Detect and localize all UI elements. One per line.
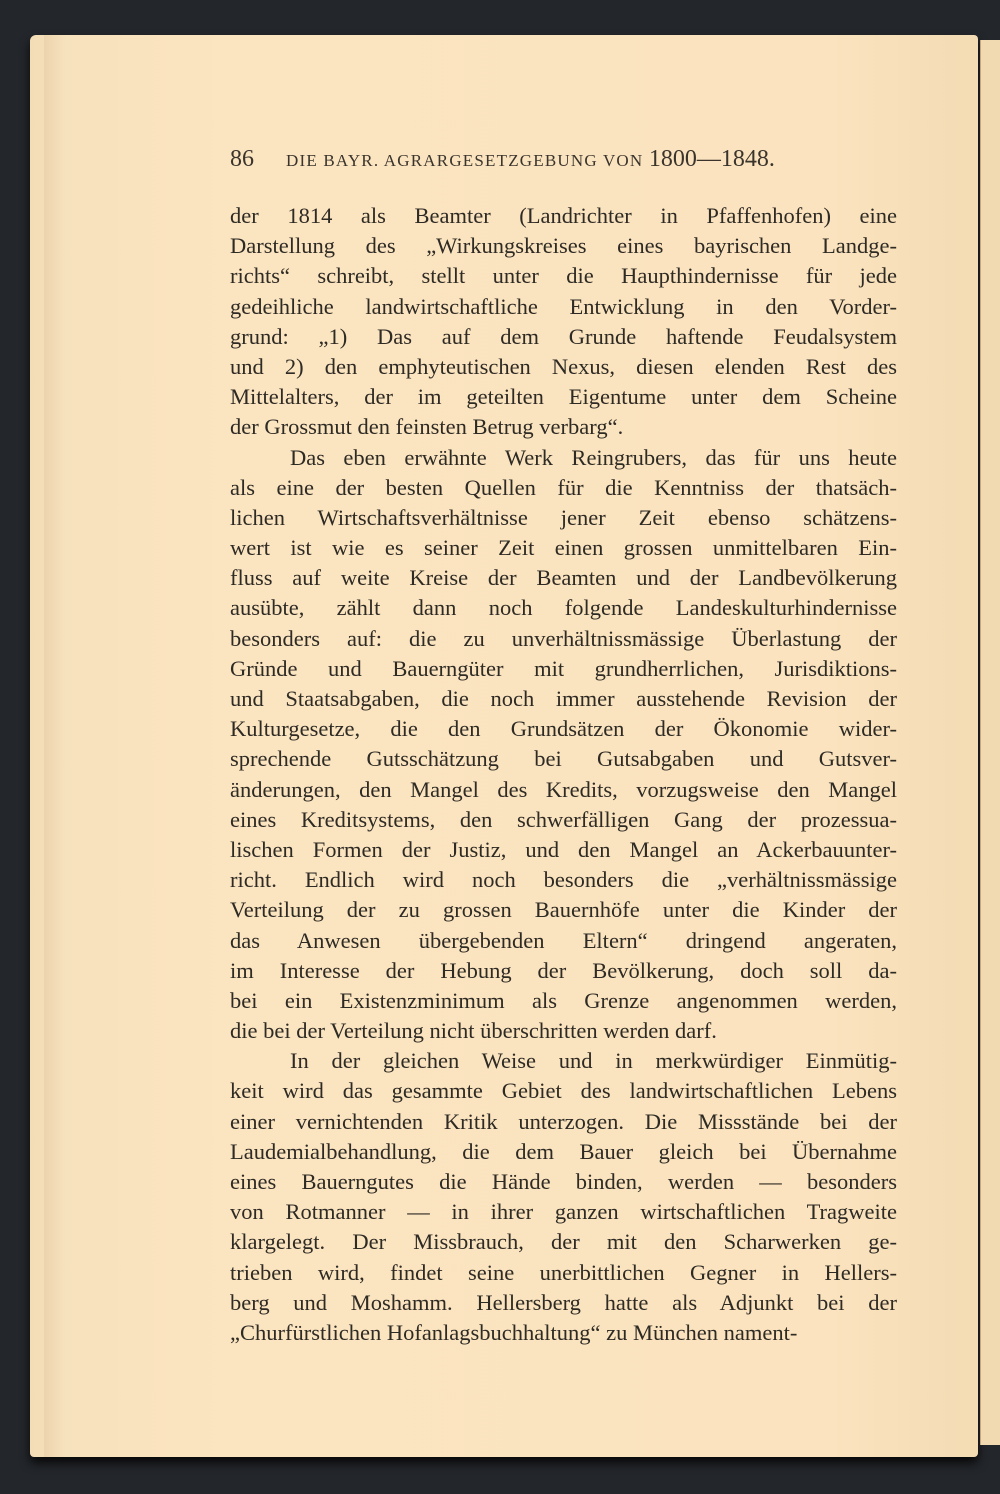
text-line: Laudemialbehandlung, die dem Bauer gleich bei Übernahme [230,1138,897,1164]
text-line: das Anwesen übergebenden Eltern“ dringend angeraten, [230,927,897,953]
text-line: In der gleichen Weise und in merkwürdiger Einmütig- [290,1048,897,1074]
text-line: der 1814 als Beamter (Landrichter in Pfaffenhofen) eine [230,203,897,228]
text-line: lischen Formen der Justiz, und den Mangel an Ackerbauunter- [230,836,897,862]
text-line: grund: „1) Das auf dem Grunde haftende Feudalsystem [230,323,897,349]
text-line: und 2) den emphyteutischen Nexus, diesen elenden Rest des [230,353,897,379]
running-title-text: DIE BAYR. AGRARGESETZGEBUNG VON [286,151,644,170]
text-line: Darstellung des „Wirkungskreises eines bayrischen Landge- [230,233,897,259]
page-number: 86 [230,146,254,172]
text-line: Kulturgesetze, die den Grundsätzen der Ökonomie wider- [230,716,897,742]
text-line: eines Bauerngutes die Hände binden, werden — besonders [230,1169,897,1194]
text-line: einer vernichtenden Kritik unterzogen. Die Missstände bei der [230,1108,897,1134]
text-line: richts“ schreibt, stellt unter die Haupthindernisse für jede [230,263,897,289]
text-line: eines Kreditsystems, den schwerfälligen Gang der prozessua- [230,806,897,832]
running-title [286,146,775,172]
text-line: als eine der besten Quellen für die Kenntniss der thatsäch- [230,474,897,500]
text-line: ausübte, zählt dann noch folgende Landeskulturhindernisse [230,595,897,621]
text-line: Das eben erwähnte Werk Reingrubers, das für uns heute [290,444,897,470]
page-gutter-shadow [44,35,88,1457]
text-line: sprechende Gutsschätzung bei Gutsabgaben und Gutsver- [230,746,897,772]
text-line: besonders auf: die zu unverhältnissmässige Überlastung der [230,625,897,651]
text-line: lichen Wirtschaftsverhältnisse jener Zeit ebenso schätzens- [230,504,897,530]
text-line: die bei der Verteilung nicht überschritten werden darf. [230,1018,717,1044]
text-line: und Staatsabgaben, die noch immer ausstehende Revision der [230,686,897,711]
text-line: im Interesse der Hebung der Bevölkerung, doch soll da- [230,957,897,983]
text-line: berg und Moshamm. Hellersberg hatte als Adjunkt bei der [230,1289,897,1315]
text-line: änderungen, den Mangel des Kredits, vorzugsweise den Mangel [230,776,897,802]
text-line: Verteilung der zu grossen Bauernhöfe unter die Kinder der [230,897,897,923]
running-title-years: 1800—1848. [648,146,775,172]
text-line: bei ein Existenzminimum als Grenze angenommen werden, [230,987,897,1013]
text-line: Gründe und Bauerngüter mit grundherrlichen, Jurisdiktions- [230,655,897,681]
text-line: wert ist wie es seiner Zeit einen grossen unmittelbaren Ein- [230,535,897,561]
text-line: fluss auf weite Kreise der Beamten und der Landbevölkerung [230,565,897,591]
text-line: Mittelalters, der im geteilten Eigentume unter dem Scheine [230,384,897,410]
running-header [230,146,900,173]
text-line: „Churfürstlichen Hofanlagsbuchhaltung“ zu München nament- [230,1319,798,1345]
next-page-edge [980,40,1000,1445]
text-line: der Grossmut den feinsten Betrug verbarg“. [230,414,624,440]
text-line: richt. Endlich wird noch besonders die „verhältnissmässige [230,867,897,893]
text-line: trieben wird, findet seine unerbittlichen Gegner in Hellers- [230,1259,897,1285]
text-line: klargelegt. Der Missbrauch, der mit den Scharwerken ge- [230,1229,897,1255]
text-line: von Rotmanner — in ihrer ganzen wirtschaftlichen Tragweite [230,1199,897,1225]
text-line: keit wird das gesammte Gebiet des landwirtschaftlichen Lebens [230,1078,897,1104]
text-line: gedeihliche landwirtschaftliche Entwicklung in den Vorder- [230,293,897,319]
body-text [230,201,897,1348]
